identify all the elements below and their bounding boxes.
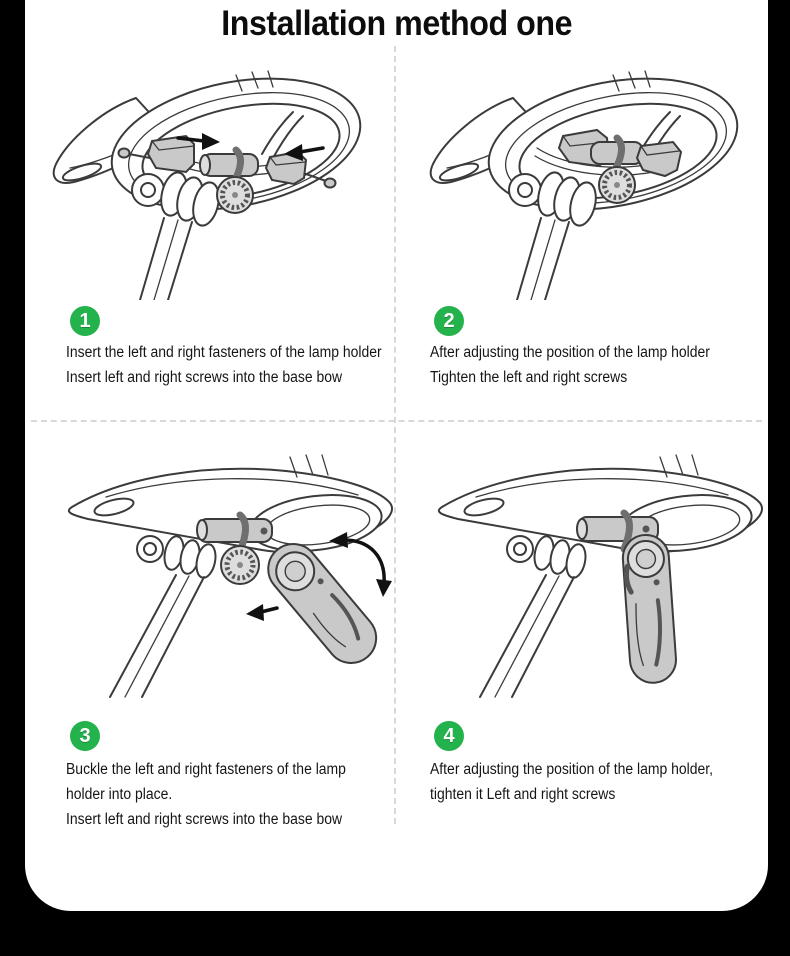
seat-clamp-and-post [132,170,223,300]
tail-lamp [258,534,386,673]
right-fastener [637,142,681,176]
step-2-badge: 2 [434,306,464,336]
saddle-side-shell [439,455,762,558]
step-1-line-2: Insert left and right screws into the base bow [66,369,343,386]
saddle-underside-drawing [40,62,395,300]
saddle-underside-assembled-drawing [423,62,767,300]
step-4-badge: 4 [434,721,464,751]
horizontal-divider [31,420,762,422]
step-3-text [66,757,346,832]
seat-clamp-and-post [509,170,600,300]
step-4-line-1: After adjusting the position of the lamp holder, [430,761,714,778]
tail-lamp [621,533,677,684]
title-row [25,4,768,44]
saddle-side-lamp-swing-drawing [58,445,410,700]
step-3-illustration [58,445,410,700]
step-4-line-2: tighten it Left and right screws [430,786,616,803]
page-title: Installation method one [221,4,572,43]
step-1-illustration [40,62,395,300]
adjust-dial [217,177,253,213]
step-1-badge: 1 [70,306,100,336]
step-3-line-2: holder into place. [66,786,173,803]
holder-bolt [261,528,268,535]
adjust-dial [599,167,635,203]
step-4-text [430,757,713,807]
step-3-badge: 3 [70,721,100,751]
adjust-dial [221,546,259,584]
step-2-illustration [423,62,767,300]
step-1-line-1: Insert the left and right fasteners of the lamp holder [66,344,382,361]
seat-clamp-and-post [110,535,218,697]
seat-clamp-and-post [480,535,588,697]
left-fastener [148,136,194,172]
step-3-line-3: Insert left and right screws into the base bow [66,811,343,828]
step-2-line-2: Tighten the left and right screws [430,369,628,386]
step-2-text [430,340,710,390]
instruction-panel [25,0,768,911]
holder-bolt [643,526,650,533]
step-2-line-1: After adjusting the position of the lamp holder [430,344,710,361]
step-1-text [66,340,382,390]
push-arrow-icon [246,604,277,621]
step-4-illustration [428,445,770,700]
step-3-line-1: Buckle the left and right fasteners of the lamp [66,761,346,778]
lamp-lens [636,549,656,569]
saddle-side-lamp-attached-drawing [428,445,770,700]
